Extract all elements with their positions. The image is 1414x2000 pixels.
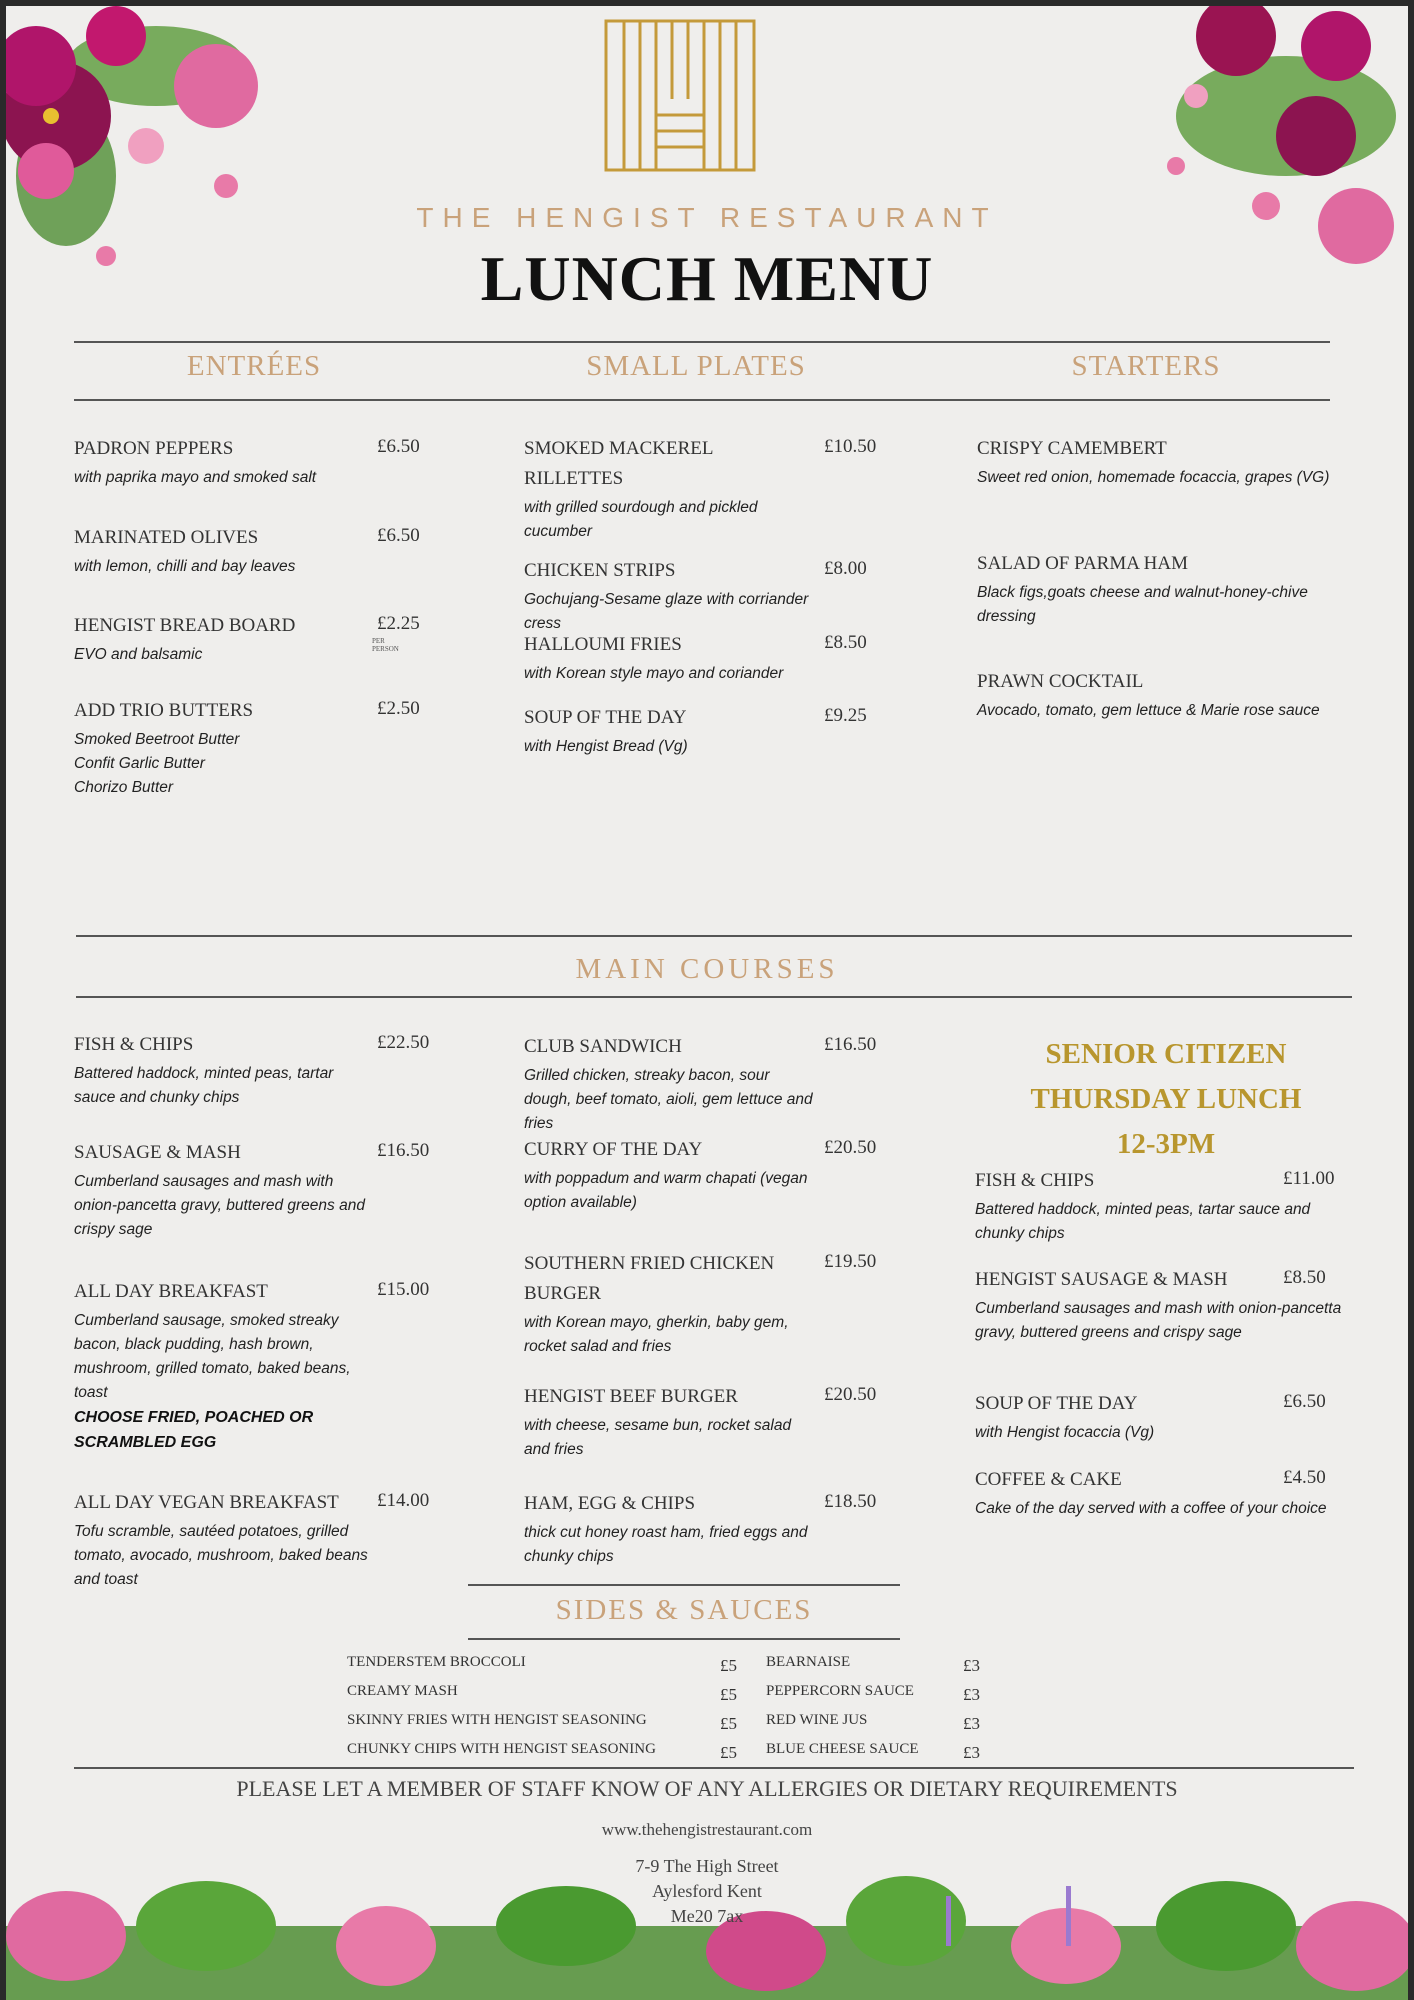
item-description: Avocado, tomato, gem lettuce & Marie rose sauce [977, 702, 1320, 719]
item-price: £6.50 [1283, 1391, 1326, 1412]
item-price: £2.50 [377, 698, 420, 719]
address-line: Aylesford Kent [652, 1881, 762, 1901]
item-name: SOUTHERN FRIED CHICKEN BURGER [524, 1253, 775, 1304]
side-item-price: £3 [963, 1656, 980, 1675]
item-description: Battered haddock, minted peas, tartar sauce and chunky chips [74, 1065, 334, 1106]
item-price: £4.50 [1283, 1467, 1326, 1488]
section-heading-main-courses: MAIN COURSES [575, 953, 839, 985]
menu-item [74, 611, 420, 667]
website-link[interactable]: www.thehengistrestaurant.com [601, 1820, 813, 1839]
side-item-price: £3 [963, 1685, 980, 1704]
item-description: Smoked Beetroot Butter Confit Garlic Butter Chorizo Butter [74, 731, 240, 796]
menu-item [74, 1277, 430, 1455]
item-price: £14.00 [377, 1490, 430, 1511]
item-name: CHICKEN STRIPS [524, 560, 676, 581]
item-name: SAUSAGE & MASH [74, 1142, 241, 1163]
item-description: Cumberland sausages and mash with onion-pancetta gravy, buttered greens and crispy sage [74, 1173, 365, 1238]
side-item-name: RED WINE JUS [766, 1712, 868, 1728]
item-price: £6.50 [377, 525, 420, 546]
menu-item [74, 523, 420, 579]
item-description: Gochujang-Sesame glaze with corriander cress [524, 591, 809, 632]
menu-item [975, 1389, 1345, 1445]
item-description: Black figs,goats cheese and walnut-honey-chive dressing [977, 584, 1308, 625]
item-description: Battered haddock, minted peas, tartar sauce and chunky chips [975, 1201, 1311, 1242]
item-price: £20.50 [824, 1137, 877, 1158]
menu-item [74, 434, 420, 490]
item-name: ALL DAY VEGAN BREAKFAST [74, 1492, 339, 1513]
senior-heading-hours: 12-3PM [1116, 1128, 1216, 1160]
item-description: Cake of the day served with a coffee of your choice [975, 1500, 1327, 1517]
item-description: Sweet red onion, homemade focaccia, grapes (VG) [977, 469, 1330, 486]
menu-item [975, 1465, 1345, 1521]
item-description: with Hengist focaccia (Vg) [975, 1424, 1155, 1441]
item-price: £2.25 [377, 613, 420, 634]
menu-item [524, 703, 867, 759]
divider [76, 935, 1352, 937]
menu-item [524, 1489, 877, 1569]
menu-item [74, 1138, 430, 1242]
section-heading-starters: STARTERS [1071, 350, 1221, 382]
divider [468, 1638, 900, 1640]
divider [74, 1767, 1354, 1769]
section-heading-entrees: ENTRÉES [186, 350, 322, 382]
menu-item [975, 1265, 1345, 1345]
item-name: MARINATED OLIVES [74, 527, 259, 548]
item-name: SOUP OF THE DAY [524, 707, 687, 728]
senior-heading-line1: SENIOR CITIZEN [1045, 1038, 1287, 1070]
side-item-name: CHUNKY CHIPS WITH HENGIST SEASONING [347, 1741, 656, 1757]
item-description: with Hengist Bread (Vg) [524, 738, 688, 755]
divider [74, 341, 1330, 343]
item-price: £22.50 [377, 1032, 430, 1053]
item-description: Tofu scramble, sautéed potatoes, grilled tomato, avocado, mushroom, baked beans and toast [74, 1523, 368, 1588]
item-price: £16.50 [824, 1034, 877, 1055]
item-price: £6.50 [377, 436, 420, 457]
divider [468, 1584, 900, 1586]
item-description: Cumberland sausages and mash with onion-pancetta gravy, buttered greens and crispy sage [975, 1300, 1342, 1341]
menu-item [524, 1382, 877, 1462]
item-name: CLUB SANDWICH [524, 1036, 682, 1057]
restaurant-name: THE HENGIST RESTAURANT [416, 202, 998, 233]
menu-item [975, 1166, 1345, 1246]
item-note: CHOOSE FRIED, POACHED OR SCRAMBLED EGG [74, 1409, 314, 1451]
menu-item [524, 434, 877, 544]
side-item-price: £5 [720, 1656, 737, 1675]
item-price-note: PER PERSON [372, 637, 399, 653]
item-description: EVO and balsamic [74, 646, 203, 663]
restaurant-logo [604, 19, 756, 172]
item-description: with Korean style mayo and coriander [524, 665, 784, 682]
side-item-price: £3 [963, 1743, 980, 1762]
side-item-name: BEARNAISE [766, 1654, 851, 1670]
section-heading-sides: SIDES & SAUCES [555, 1594, 813, 1626]
senior-heading-line2: THURSDAY LUNCH [1030, 1083, 1302, 1115]
allergy-notice: PLEASE LET A MEMBER OF STAFF KNOW OF ANY ALLERGIES OR DIETARY REQUIREMENTS [236, 1776, 1178, 1801]
menu-item [524, 556, 867, 636]
menu-item [524, 1032, 877, 1136]
item-name: HENGIST BREAD BOARD [74, 615, 296, 636]
item-price: £9.25 [824, 705, 867, 726]
side-item-name: CREAMY MASH [347, 1683, 458, 1699]
item-description: with cheese, sesame bun, rocket salad and fries [524, 1417, 792, 1458]
item-name: ADD TRIO BUTTERS [74, 700, 254, 721]
item-name: ALL DAY BREAKFAST [74, 1281, 268, 1302]
menu-item [74, 1030, 430, 1110]
divider [74, 399, 1330, 401]
page-title: LUNCH MENU [480, 243, 934, 314]
item-description: with Korean mayo, gherkin, baby gem, rocket salad and fries [524, 1314, 789, 1355]
item-name: CURRY OF THE DAY [524, 1139, 703, 1160]
side-item-price: £3 [963, 1714, 980, 1733]
menu-item [977, 434, 1347, 490]
menu-item [524, 630, 867, 686]
side-item-name: SKINNY FRIES WITH HENGIST SEASONING [347, 1712, 647, 1728]
item-description: with lemon, chilli and bay leaves [74, 558, 296, 575]
item-price: £18.50 [824, 1491, 877, 1512]
item-name: FISH & CHIPS [975, 1170, 1095, 1191]
menu-item [74, 696, 420, 800]
item-name: HENGIST BEEF BURGER [524, 1386, 738, 1407]
item-price: £19.50 [824, 1251, 877, 1272]
item-name: PRAWN COCKTAIL [977, 671, 1144, 692]
item-description: with grilled sourdough and pickled cucumber [524, 499, 758, 540]
section-heading-small-plates: SMALL PLATES [586, 350, 806, 382]
item-price: £20.50 [824, 1384, 877, 1405]
divider [76, 996, 1352, 998]
item-name: SOUP OF THE DAY [975, 1393, 1138, 1414]
item-name: SALAD OF PARMA HAM [977, 553, 1188, 574]
item-price: £11.00 [1283, 1168, 1335, 1189]
item-name: HENGIST SAUSAGE & MASH [975, 1269, 1228, 1290]
item-name: HAM, EGG & CHIPS [524, 1493, 696, 1514]
item-name: COFFEE & CAKE [975, 1469, 1122, 1490]
item-name: PADRON PEPPERS [74, 438, 234, 459]
side-item-price: £5 [720, 1714, 737, 1733]
item-description: Cumberland sausage, smoked streaky bacon, black pudding, hash brown, mushroom, grilled tomato, baked beans, toast [74, 1312, 351, 1401]
side-item-name: PEPPERCORN SAUCE [766, 1683, 914, 1699]
address-line: Me20 7ax [670, 1906, 744, 1926]
menu-item [524, 1135, 877, 1215]
item-name: CRISPY CAMEMBERT [977, 438, 1167, 459]
side-item-name: TENDERSTEM BROCCOLI [347, 1654, 526, 1670]
item-price: £8.50 [1283, 1267, 1326, 1288]
item-name: HALLOUMI FRIES [524, 634, 682, 655]
menu-item [977, 549, 1347, 629]
item-price: £16.50 [377, 1140, 430, 1161]
item-name: FISH & CHIPS [74, 1034, 194, 1055]
side-item-price: £5 [720, 1685, 737, 1704]
item-description: Grilled chicken, streaky bacon, sour dough, beef tomato, aioli, gem lettuce and fries [524, 1067, 813, 1132]
item-price: £8.50 [824, 632, 867, 653]
menu-item [74, 1488, 430, 1592]
item-price: £15.00 [377, 1279, 430, 1300]
menu-page [6, 6, 1408, 2000]
side-item-price: £5 [720, 1743, 737, 1762]
menu-item [524, 1249, 877, 1359]
item-name: SMOKED MACKEREL RILLETTES [524, 438, 713, 489]
side-item-name: BLUE CHEESE SAUCE [766, 1741, 919, 1757]
item-description: thick cut honey roast ham, fried eggs and chunky chips [524, 1524, 808, 1565]
menu-item [977, 667, 1347, 723]
item-price: £8.00 [824, 558, 867, 579]
item-price: £10.50 [824, 436, 877, 457]
address-line: 7-9 The High Street [635, 1856, 779, 1876]
item-description: with paprika mayo and smoked salt [74, 469, 317, 486]
item-description: with poppadum and warm chapati (vegan option available) [524, 1170, 808, 1211]
